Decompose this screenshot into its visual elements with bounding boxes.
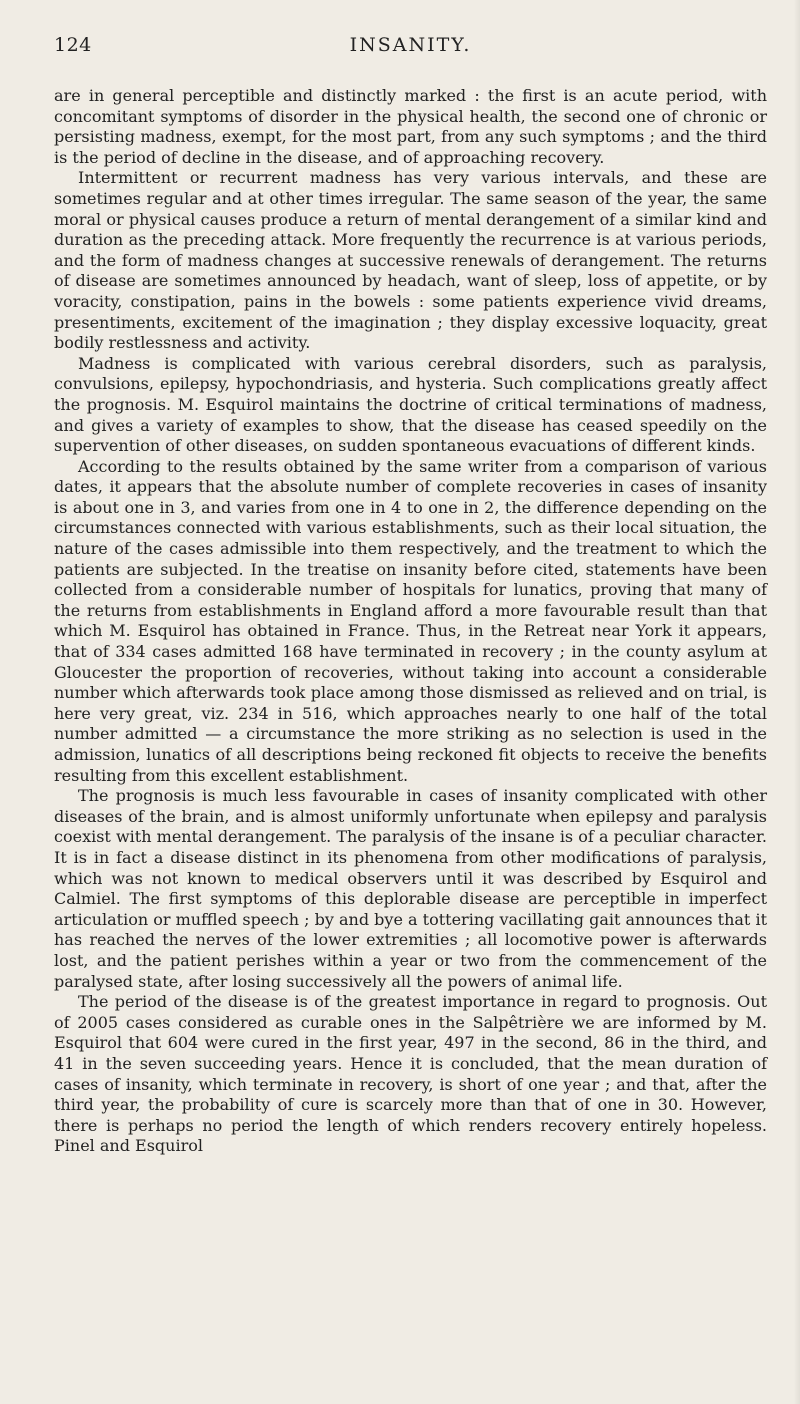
paragraph-intermittent-madness: Intermittent or recurrent madness has very various intervals, and these are sometimes regular and at other times irregular. The same season of the year, the same moral or physical causes produce a return of mental derangement of a similar kind and duration as the preceding attack. More frequently the recurrence is at various periods, and the form of madness changes at successive renewals of derangement. The returns of disease are sometimes announced by headach, want of sleep, loss of appetite, or by voracity, constipation, pains in the bowels : some patients experience vivid dreams, presentiments, excitement of the imagination ; they display excessive loquacity, great bodily restlessness and activity. (54, 168, 767, 353)
paragraph-paralysis: The prognosis is much less favourable in cases of insanity complicated with other diseases of the brain, and is almost uniformly unfortunate when epilepsy and paralysis coexist with mental derangement. The paralysis of the insane is of a peculiar character. It is in fact a disease distinct in its phenomena from other modifications of paralysis, which was not known to medical observers until it was described by Esquirol and Calmiel. The first symptoms of this deplorable disease are perceptible in imperfect articulation or muffled speech ; by and bye a tottering vacillating gait announces that it has reached the nerves of the lower extremities ; all locomotive power is afterwards lost, and the patient perishes within a year or two from the commencement of the paralysed state, after losing successively all the powers of animal life. (54, 786, 767, 991)
paragraph-recoveries: According to the results obtained by the same writer from a comparison of various dates, it appears that the absolute number of complete recoveries in cases of insanity is about one in 3, and varies from one in 4 to one in 2, the difference depending on the circumstances connected with various establishments, such as their local situation, the nature of the cases admissible into them respectively, and the treatment to which the patients are subjected. In the treatise on insanity before cited, statements have been collected from a considerable number of hospitals for lunatics, proving that many of the returns from establishments in England afford a more favourable result than that which M. Esquirol has obtained in France. Thus, in the Retreat near York it appears, that of 334 cases admitted 168 have terminated in recovery ; in the county asylum at Gloucester the proportion of recoveries, without taking into account a considerable number which afterwards took place among those dismissed as relieved and on trial, is here very great, viz. 234 in 516, which approaches nearly to one half of the total number admitted — a circumstance the more striking as no selection is used in the admission, lunatics of all descriptions being reckoned fit objects to receive the benefits resulting from this excellent establishment. (54, 456, 767, 785)
page-number: 124 (54, 34, 92, 56)
running-title: INSANITY. (349, 34, 472, 56)
page-edge-shadow (794, 0, 800, 1404)
paragraph-continued: are in general perceptible and distinctly marked : the first is an acute period, with concomitant symptoms of disorder in the physical health, the second one of chronic or persisting madness, exempt, for the most part, from any such symptoms ; and the third is the period of decline in the disease, and of approaching recovery. (54, 86, 767, 167)
paragraph-period: The period of the disease is of the greatest importance in regard to prognosis. Out of 2005 cases considered as curable ones in the Salpêtrière we are informed by M. Esquirol that 604 were cured in the first year, 497 in the second, 86 in the third, and 41 in the seven succeeding years. Hence it is concluded, that the mean duration of cases of insanity, which terminate in recovery, is short of one year ; and that, after the third year, the probability of cure is scarcely more than that of one in 30. However, there is perhaps no period the length of which renders recovery entirely hopeless. Pinel and Esquirol (54, 992, 767, 1156)
body-text (54, 86, 767, 1157)
running-head (54, 30, 767, 66)
paragraph-complications: Madness is complicated with various cerebral disorders, such as paralysis, convulsions, epilepsy, hypochondriasis, and hysteria. Such complications greatly affect the prognosis. M. Esquirol maintains the doctrine of critical terminations of madness, and gives a variety of examples to show, that the disease has ceased speedily on the supervention of other diseases, on sudden spontaneous evacuations of different kinds. (54, 353, 767, 456)
